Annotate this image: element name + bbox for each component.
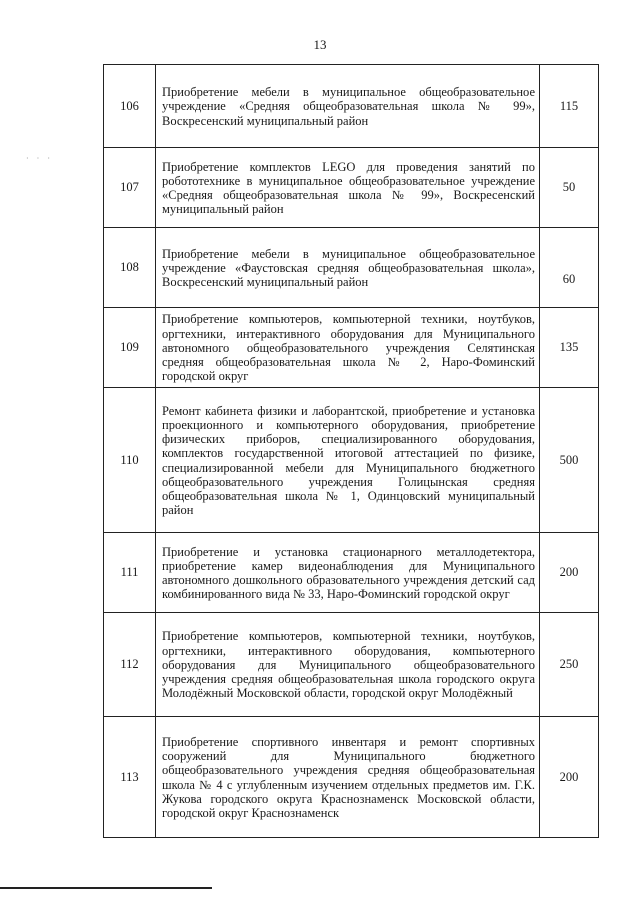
table-row <box>104 228 599 308</box>
row-number: 112 <box>104 613 156 717</box>
row-description: Приобретение компьютеров, компьютерной техники, ноутбуков, оргтехники, интерактивного оборудования для Муниципального автономного общеобразовательного учреждения Селятинская средняя общеобразовательная школа № 2, Наро-Фоминский городской округ <box>156 308 540 388</box>
items-table-body <box>104 65 599 838</box>
table-row <box>104 388 599 533</box>
row-amount: 50 <box>540 148 599 228</box>
row-number: 113 <box>104 717 156 838</box>
row-description: Приобретение мебели в муниципальное общеобразовательное учреждение «Средняя общеобразовательная школа № 99», Воскресенский муниципальный район <box>156 65 540 148</box>
row-number: 106 <box>104 65 156 148</box>
items-table <box>103 64 599 838</box>
row-number: 111 <box>104 533 156 613</box>
scan-speck: · · · <box>26 154 53 163</box>
row-number: 108 <box>104 228 156 308</box>
row-number: 107 <box>104 148 156 228</box>
footnote-rule <box>0 887 212 889</box>
page-number: 13 <box>313 37 327 52</box>
row-amount: 200 <box>540 533 599 613</box>
table-row <box>104 613 599 717</box>
row-amount: 250 <box>540 613 599 717</box>
row-description: Приобретение и установка стационарного металлодетектора, приобретение камер видеонаблюдения для Муниципального автономного дошкольного образовательного учреждения детский сад комбинированного вида № 33, Наро-Фоминский городской округ <box>156 533 540 613</box>
table-row <box>104 533 599 613</box>
row-amount: 500 <box>540 388 599 533</box>
table-row <box>104 65 599 148</box>
table-row <box>104 717 599 838</box>
row-amount: 115 <box>540 65 599 148</box>
row-amount: 200 <box>540 717 599 838</box>
row-description: Приобретение спортивного инвентаря и ремонт спортивных сооружений для Муниципального бюджетного общеобразовательного учреждения средняя общеобразовательная школа № 4 с углубленным изучением отдельных предметов им. Г.К. Жукова городского округа Краснознаменск Московской области, городской округ Краснознаменск <box>156 717 540 838</box>
row-description: Приобретение комплектов LEGO для проведения занятий по робототехнике в муниципальное общеобразовательное учреждение «Средняя общеобразовательная школа № 99», Воскресенский муниципальный район <box>156 148 540 228</box>
row-amount: 135 <box>540 308 599 388</box>
table-row <box>104 148 599 228</box>
row-description: Приобретение мебели в муниципальное общеобразовательное учреждение «Фаустовская средняя общеобразовательная школа», Воскресенский муниципальный район <box>156 228 540 308</box>
row-number: 109 <box>104 308 156 388</box>
row-amount: 60 <box>540 228 599 308</box>
row-description: Ремонт кабинета физики и лаборантской, приобретение и установка проекционного и компьютерного оборудования, приобретение физических приборов, специализированного оборудования, комплектов государственной итоговой аттестацией по физике, специализированной мебели для Муниципального бюджетного общеобразовательного учреждения Голицынская средняя общеобразовательная школа № 1, Одинцовский муниципальный район <box>156 388 540 533</box>
row-description: Приобретение компьютеров, компьютерной техники, ноутбуков, оргтехники, интерактивного оборудования, компьютерного оборудования для Муниципального общеобразовательного учреждения средняя общеобразовательная школа городского округа Молодёжный Московской области, городской округ Молодёжный <box>156 613 540 717</box>
table-row <box>104 308 599 388</box>
row-number: 110 <box>104 388 156 533</box>
